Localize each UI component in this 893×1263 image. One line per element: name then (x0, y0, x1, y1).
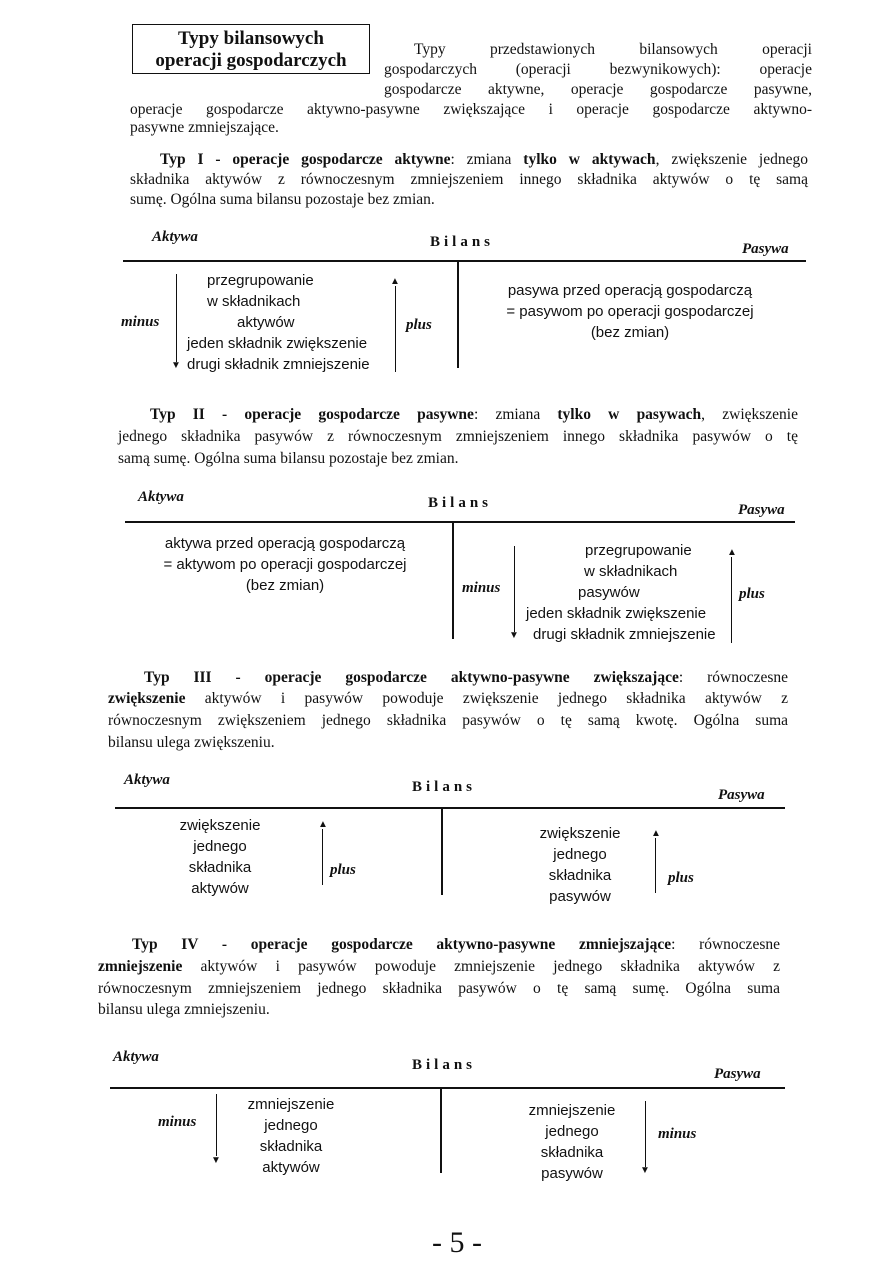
table2-plus-line (731, 557, 732, 643)
table2-divider (452, 521, 454, 639)
table3-pasywa-label: Pasywa (718, 787, 765, 803)
table1-plus-label: plus (406, 317, 432, 333)
table3-bilans-label: Bilans (412, 779, 477, 795)
table1-bilans-label: Bilans (430, 234, 495, 250)
table2-right-text: przegrupowanie w składnikach pasywów jeden składnik zwiększenie drugi składnik zmniejszenie (526, 542, 716, 643)
table4-bilans-label: Bilans (412, 1057, 477, 1073)
arrow-down-icon: ▼ (211, 1155, 221, 1166)
section-title-line2: operacji gospodarczych (155, 50, 347, 71)
arrow-down-icon: ▼ (171, 360, 181, 371)
table4-right-text: zmniejszenie jednego składnika pasywów (528, 1102, 616, 1182)
table4-left-text: zmniejszenie jednego składnika aktywów (247, 1096, 335, 1176)
table3-top-rule (115, 807, 785, 809)
table3-aktywa-label: Aktywa (124, 772, 170, 788)
section-title-box (132, 24, 370, 74)
arrow-up-icon: ▲ (727, 547, 737, 558)
table4-right-minus-label: minus (658, 1126, 697, 1142)
table1-right-text: pasywa przed operacją gospodarczą = pasywom po operacji gospodarczej (bez zmian) (506, 282, 754, 341)
page-number: - 5 - (432, 1226, 482, 1259)
section-title-line1: Typy bilansowych (178, 28, 324, 49)
table2-bilans-label: Bilans (428, 495, 493, 511)
arrow-down-icon: ▼ (640, 1165, 650, 1176)
table2-minus-line (514, 546, 515, 632)
intro-line-4: operacje gospodarcze aktywno-pasywne zwiększające i operacje gospodarcze aktywno- (130, 101, 812, 118)
table4-right-minus-line (645, 1101, 646, 1167)
type2-line-1: Typ II - operacje gospodarcze pasywne: zmiana tylko w pasywach, zwiększenie (150, 406, 798, 423)
table3-right-text: zwiększenie jednego składnika pasywów (539, 825, 621, 905)
table1-top-rule (123, 260, 806, 262)
table4-pasywa-label: Pasywa (714, 1066, 761, 1082)
table3-right-plus-line (655, 838, 656, 893)
type3-line-4: bilansu ulega zwiększeniu. (108, 734, 275, 751)
type3-line-3: równoczesnym zwiększeniem jednego składnika pasywów o tę samą kwotę. Ogólna suma (108, 712, 788, 729)
type4-line-1: Typ IV - operacje gospodarcze aktywno-pasywne zmniejszające: równoczesne (132, 936, 780, 953)
table1-plus-line (395, 286, 396, 372)
table4-left-minus-line (216, 1094, 217, 1156)
type3-line-1: Typ III - operacje gospodarcze aktywno-pasywne zwiększające: równoczesne (144, 669, 788, 686)
table1-aktywa-label: Aktywa (152, 229, 198, 245)
table1-minus-label: minus (121, 314, 160, 330)
table2-left-text: aktywa przed operacją gospodarczą = aktywom po operacji gospodarczej (bez zmian) (163, 535, 407, 594)
table3-left-plus-line (322, 829, 323, 885)
arrow-up-icon: ▲ (390, 276, 400, 287)
type2-line-3: samą sumę. Ogólna suma bilansu pozostaje bez zmian. (118, 450, 459, 467)
intro-line-2: gospodarczych (operacji bezwynikowych): operacje (384, 61, 812, 78)
table2-minus-label: minus (462, 580, 501, 596)
type1-line-2: składnika aktywów z równoczesnym zmniejszeniem innego składnika aktywów o tę samą (130, 171, 808, 188)
table1-minus-line (176, 274, 177, 362)
table4-top-rule (110, 1087, 785, 1089)
table2-top-rule (125, 521, 795, 523)
arrow-up-icon: ▲ (651, 828, 661, 839)
type3-line-2: zwiększenie aktywów i pasywów powoduje zwiększenie jednego składnika aktywów z (108, 690, 788, 707)
table3-right-plus-label: plus (668, 870, 694, 886)
table2-plus-label: plus (739, 586, 765, 602)
table4-divider (440, 1087, 442, 1173)
intro-line-5: pasywne zmniejszające. (130, 119, 279, 136)
type1-line-3: sumę. Ogólna suma bilansu pozostaje bez zmian. (130, 191, 435, 208)
type4-line-4: bilansu ulega zmniejszeniu. (98, 1001, 270, 1018)
table2-aktywa-label: Aktywa (138, 489, 184, 505)
intro-line-3: gospodarcze aktywne, operacje gospodarcze pasywne, (384, 81, 812, 98)
table3-left-plus-label: plus (330, 862, 356, 878)
table1-pasywa-label: Pasywa (742, 241, 789, 257)
type4-line-2: zmniejszenie aktywów i pasywów powoduje zmniejszenie jednego składnika aktywów z (98, 958, 780, 975)
table4-minus-label: minus (158, 1114, 197, 1130)
table3-left-text: zwiększenie jednego składnika aktywów (179, 817, 261, 897)
table1-left-text: przegrupowanie w składnikach aktywów jeden składnik zwiększenie drugi składnik zmniejszenie (187, 272, 370, 373)
table1-divider (457, 260, 459, 368)
table3-divider (441, 807, 443, 895)
arrow-down-icon: ▼ (509, 630, 519, 641)
type2-line-2: jednego składnika pasywów z równoczesnym zmniejszeniem innego składnika pasywów o tę (118, 428, 798, 445)
table2-pasywa-label: Pasywa (738, 502, 785, 518)
arrow-up-icon: ▲ (318, 819, 328, 830)
type1-line-1: Typ I - operacje gospodarcze aktywne: zmiana tylko w aktywach, zwiększenie jednego (160, 151, 809, 168)
type4-line-3: równoczesnym zmniejszeniem jednego składnika pasywów o tę samą sumę. Ogólna suma (98, 980, 780, 997)
table4-aktywa-label: Aktywa (113, 1049, 159, 1065)
intro-line-1: Typy przedstawionych bilansowych operacji (414, 41, 812, 58)
